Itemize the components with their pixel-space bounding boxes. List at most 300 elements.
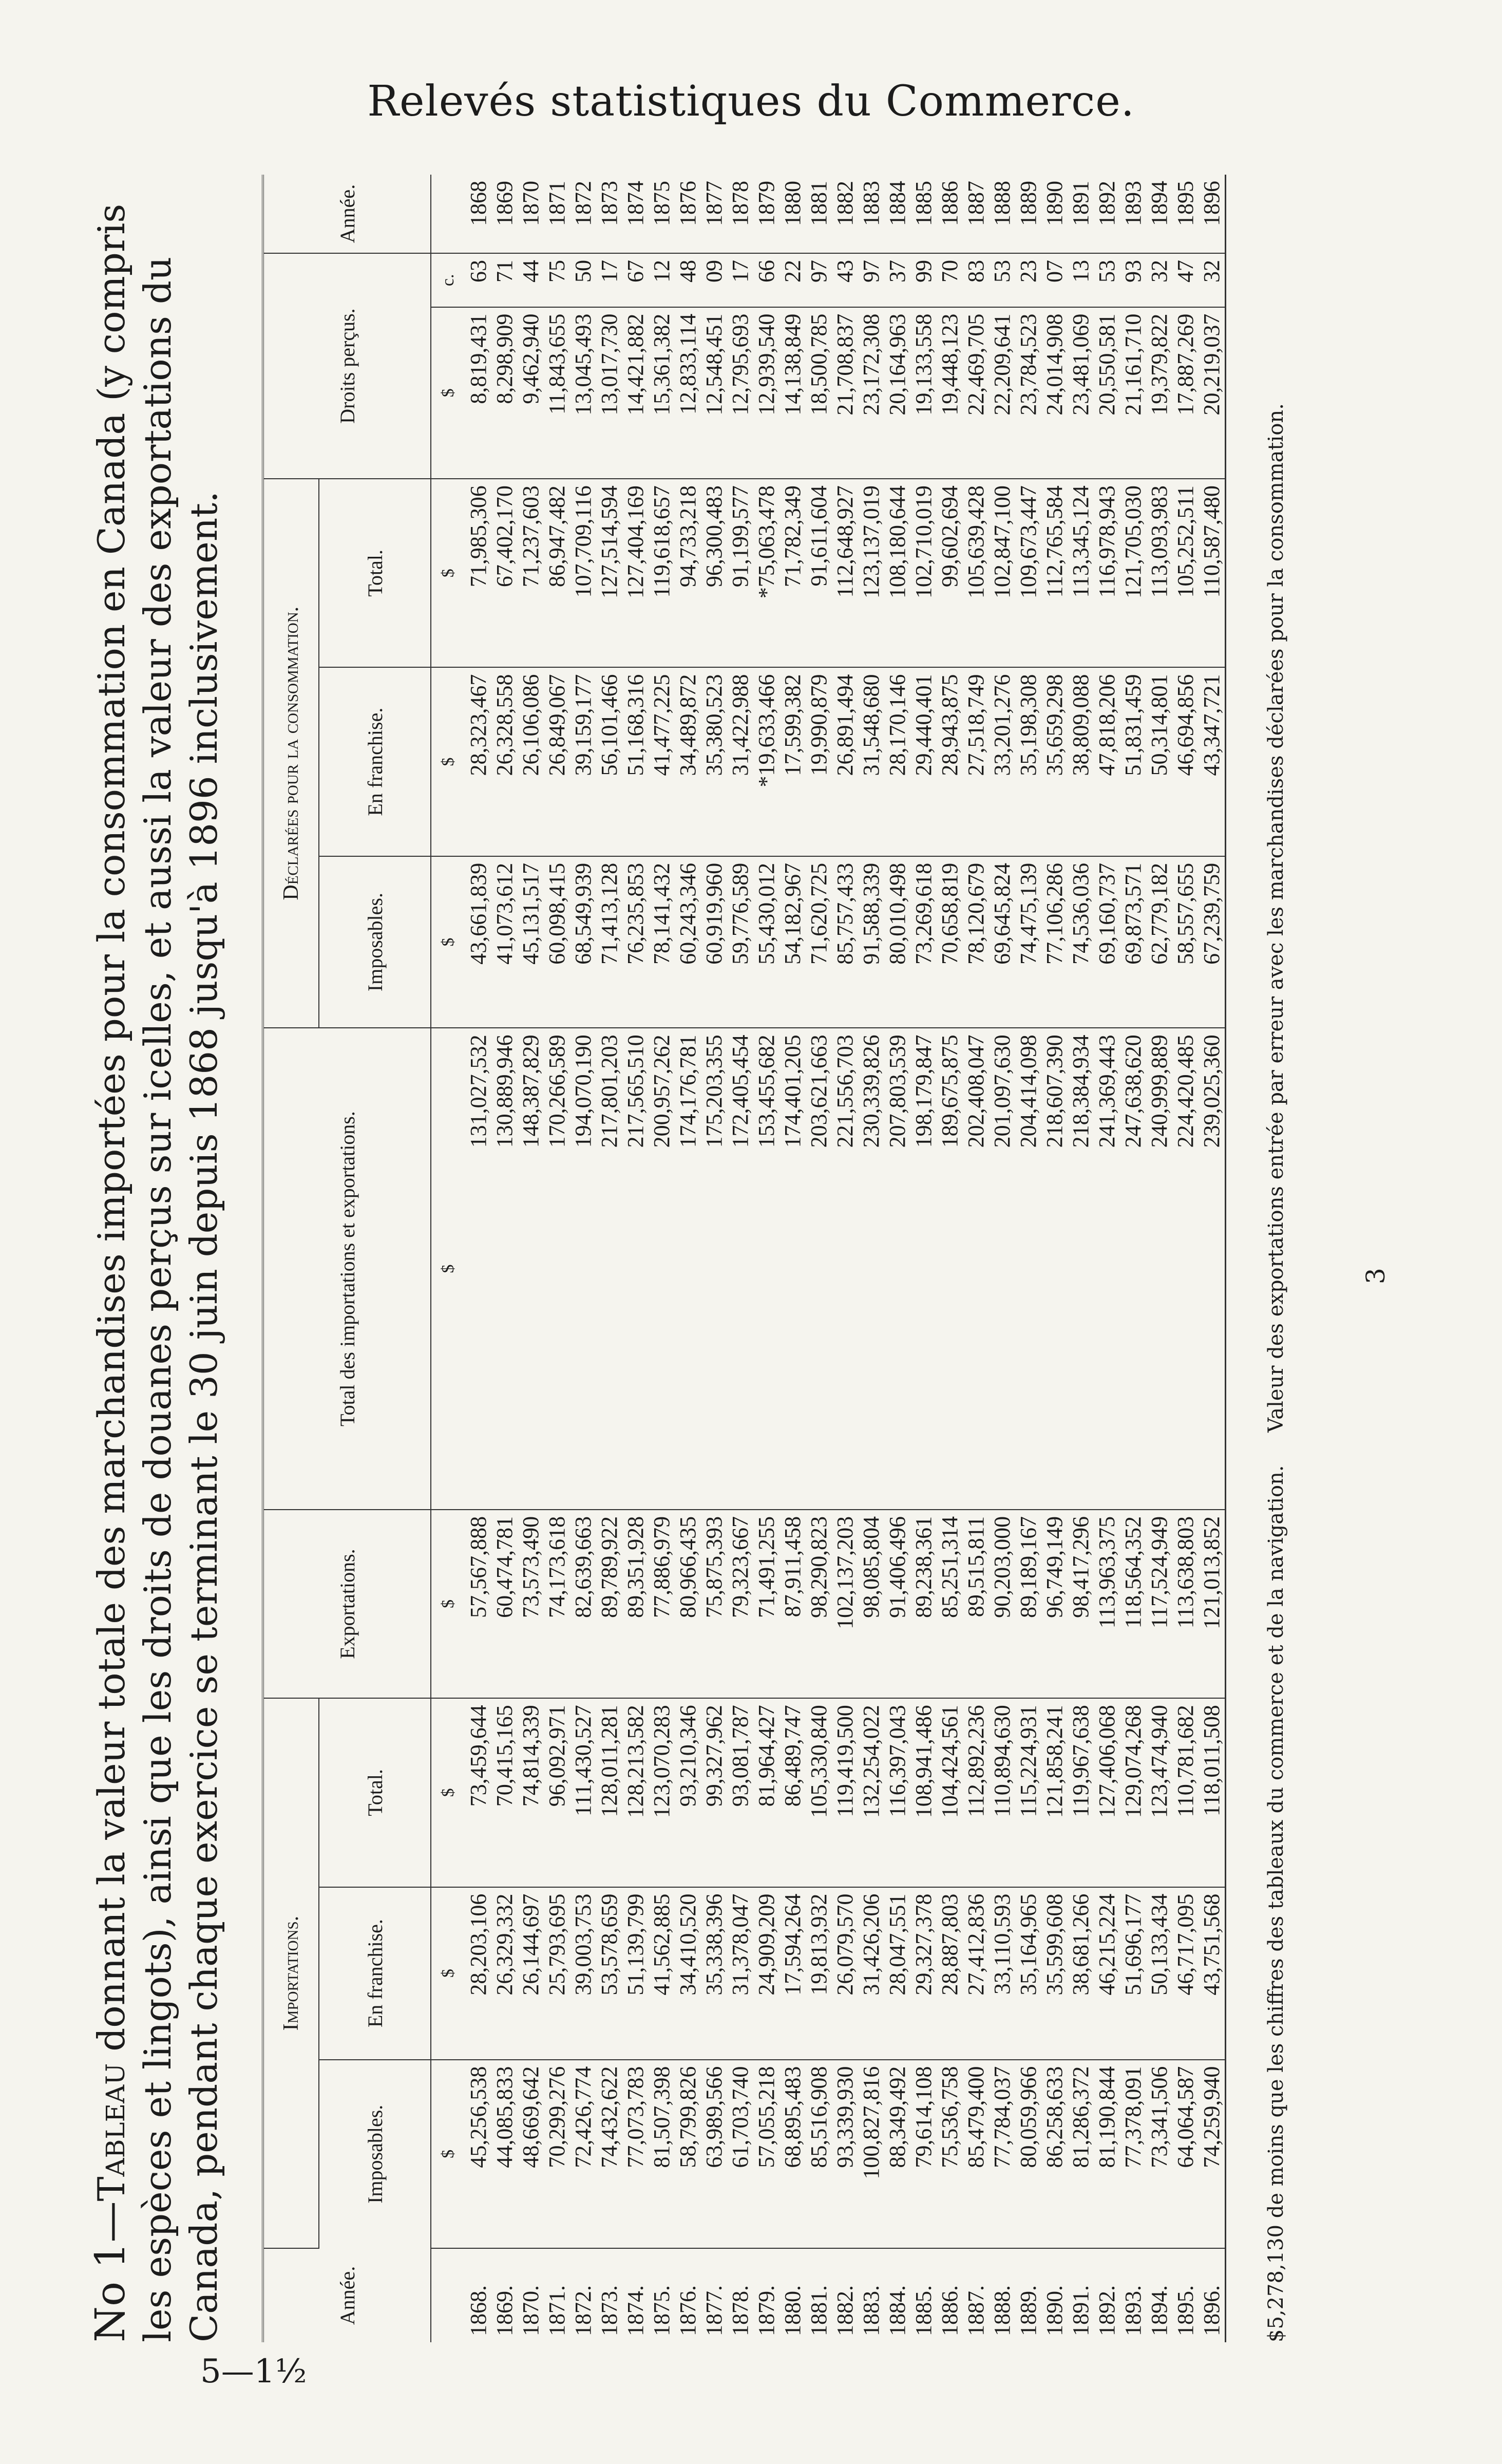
cell-ex: 79,323,667 <box>727 1510 753 1698</box>
cell-y2: 1882 <box>832 175 858 253</box>
cell-it: 111,430,527 <box>570 1698 596 1887</box>
header-total-imp-exp: Total des importations et exportations. <box>263 1028 431 1509</box>
cell-y: 1875. <box>649 2285 674 2336</box>
cell-te: 217,565,510 <box>622 1028 649 1509</box>
cell-ex: 89,351,928 <box>622 1510 649 1698</box>
cell-ex: 98,290,823 <box>806 1510 832 1698</box>
table-row <box>1199 175 1226 2342</box>
footnote-right: Valeur des exportations entrée par erreur avec les marchandises déclarées pour la consommation. <box>1264 403 1288 1433</box>
cell-y2: 1869 <box>491 175 518 253</box>
cell-y: 1885. <box>911 2285 936 2336</box>
cell-dt: 113,093,983 <box>1146 479 1172 667</box>
cell-dr: 12,548,451 <box>701 307 727 479</box>
cell-te: 221,556,703 <box>832 1028 858 1509</box>
cell-y: 1896. <box>1199 2248 1226 2342</box>
cell-it: 112,892,236 <box>963 1698 989 1887</box>
cell-df: 43,347,721 <box>1199 667 1226 856</box>
cell-te: 175,203,355 <box>701 1028 727 1509</box>
cell-df: 41,477,225 <box>649 667 675 856</box>
cell-if: 17,594,264 <box>779 1887 806 2060</box>
cell-di: 71,620,725 <box>806 856 832 1028</box>
cell-dr: 19,448,123 <box>937 307 963 479</box>
cell-ex: 71,491,255 <box>753 1510 779 1698</box>
cell-if: 43,751,568 <box>1199 1887 1226 2060</box>
cell-ex: 89,189,167 <box>1015 1510 1041 1698</box>
cell-y2: 1893 <box>1120 175 1146 253</box>
table-title <box>87 185 227 2342</box>
cell-di: 67,239,759 <box>1199 856 1226 1028</box>
cell-ex: 87,911,458 <box>779 1510 806 1698</box>
cell-dc: 37 <box>884 253 910 307</box>
cell-dr: 20,550,581 <box>1094 307 1120 479</box>
cell-y2: 1888 <box>989 175 1015 253</box>
cell-dc: 83 <box>963 253 989 307</box>
cell-y2: 1868 <box>465 175 491 253</box>
cell-di: 80,010,498 <box>884 856 910 1028</box>
cell-ii: 77,378,091 <box>1120 2060 1146 2248</box>
cell-y2: 1870 <box>518 175 544 253</box>
cell-if: 25,793,695 <box>544 1887 570 2060</box>
unit-dollar: $ <box>431 479 465 667</box>
cell-if: 53,578,659 <box>596 1887 622 2060</box>
cell-ex: 77,886,979 <box>649 1510 675 1698</box>
cell-it: 104,424,561 <box>937 1698 963 1887</box>
cell-y2: 1891 <box>1068 175 1094 253</box>
cell-dc: 99 <box>910 253 937 307</box>
cell-df: 26,849,067 <box>544 667 570 856</box>
cell-df: 31,548,680 <box>858 667 884 856</box>
cell-dr: 18,500,785 <box>806 307 832 479</box>
cell-dt: *75,063,478 <box>753 479 779 667</box>
cell-ii: 75,536,758 <box>937 2060 963 2248</box>
cell-ii: 74,259,940 <box>1199 2060 1226 2248</box>
unit-dollar: $ <box>431 307 465 479</box>
cell-di: 85,757,433 <box>832 856 858 1028</box>
table-row <box>1120 175 1146 2342</box>
cell-it: 81,964,427 <box>753 1698 779 1887</box>
cell-dt: 105,639,428 <box>963 479 989 667</box>
table-row <box>806 175 832 2342</box>
cell-ii: 88,349,492 <box>884 2060 910 2248</box>
cell-ii: 57,055,218 <box>753 2060 779 2248</box>
cell-dr: 12,939,540 <box>753 307 779 479</box>
cell-te: 198,179,847 <box>910 1028 937 1509</box>
cell-dr: 17,887,269 <box>1172 307 1199 479</box>
cell-dc: 13 <box>1068 253 1094 307</box>
cell-dt: 119,618,657 <box>649 479 675 667</box>
cell-dc: 23 <box>1015 253 1041 307</box>
unit-dollar: $ <box>431 1028 465 1509</box>
table-row <box>649 175 675 2342</box>
cell-y2: 1895 <box>1172 175 1199 253</box>
cell-ex: 118,564,352 <box>1120 1510 1146 1698</box>
cell-dc: 32 <box>1146 253 1172 307</box>
cell-ii: 58,799,826 <box>675 2060 701 2248</box>
cell-if: 33,110,593 <box>989 1887 1015 2060</box>
header-dec-franchise: En franchise. <box>319 667 431 856</box>
cell-dt: 116,978,943 <box>1094 479 1120 667</box>
cell-dc: 93 <box>1120 253 1146 307</box>
cell-dt: 71,782,349 <box>779 479 806 667</box>
cell-ex: 80,966,435 <box>675 1510 701 1698</box>
cell-if: 26,079,570 <box>832 1887 858 2060</box>
cell-ii: 77,073,783 <box>622 2060 649 2248</box>
cell-ii: 85,516,908 <box>806 2060 832 2248</box>
rotated-table-page <box>77 154 1402 2363</box>
cell-dt: 107,709,116 <box>570 479 596 667</box>
cell-y: 1869. <box>492 2285 517 2336</box>
cell-y: 1884. <box>885 2285 910 2336</box>
cell-y: 1887. <box>963 2285 988 2336</box>
cell-te: 218,384,934 <box>1068 1028 1094 1509</box>
cell-it: 121,858,241 <box>1041 1698 1068 1887</box>
cell-df: 35,380,523 <box>701 667 727 856</box>
cell-dt: 102,710,019 <box>910 479 937 667</box>
cell-dc: 48 <box>675 253 701 307</box>
cell-dr: 20,219,037 <box>1199 307 1226 479</box>
table-title-lead: Tableau <box>90 2063 133 2202</box>
cell-df: 31,422,988 <box>727 667 753 856</box>
cell-te: 194,070,190 <box>570 1028 596 1509</box>
header-imp-imposables: Imposables. <box>319 2060 431 2248</box>
cell-y: 1877. <box>701 2285 727 2336</box>
cell-y: 1876. <box>675 2285 700 2336</box>
cell-it: 118,011,508 <box>1199 1698 1226 1887</box>
table-row <box>491 175 518 2342</box>
cell-it: 93,210,346 <box>675 1698 701 1887</box>
cell-df: 27,518,749 <box>963 667 989 856</box>
header-droits: Droits perçus. <box>263 253 431 479</box>
cell-dr: 23,481,069 <box>1068 307 1094 479</box>
cell-it: 74,814,339 <box>518 1698 544 1887</box>
cell-dr: 20,164,963 <box>884 307 910 479</box>
cell-dr: 11,843,655 <box>544 307 570 479</box>
cell-ex: 73,573,490 <box>518 1510 544 1698</box>
cell-dr: 12,833,114 <box>675 307 701 479</box>
cell-te: 174,401,205 <box>779 1028 806 1509</box>
cell-te: 153,455,682 <box>753 1028 779 1509</box>
cell-ex: 57,567,888 <box>465 1510 491 1698</box>
table-row <box>622 175 649 2342</box>
cell-if: 31,426,206 <box>858 1887 884 2060</box>
cell-dt: 86,947,482 <box>544 479 570 667</box>
table-row <box>963 175 989 2342</box>
cell-y: 1870. <box>518 2285 543 2336</box>
table-title-text: donnant la valeur totale des marchandises importées pour la consommation en Canada (y compris les espèces et lingots), ainsi que les droits de douanes perçus sur icelles, et aussi la valeur des exportations du Canada, pendant chaque exercice se terminant le 30 juin depuis 1868 jusqu'à 1896 inclusivement. <box>90 203 225 2342</box>
table-row <box>832 175 858 2342</box>
cell-y: 1890. <box>1042 2285 1067 2336</box>
table-row <box>727 175 753 2342</box>
cell-di: 60,243,346 <box>675 856 701 1028</box>
cell-df: 28,323,467 <box>465 667 491 856</box>
page-header: Relevés statistiques du Commerce. <box>367 77 1135 126</box>
cell-dc: 75 <box>544 253 570 307</box>
cell-df: 51,831,459 <box>1120 667 1146 856</box>
cell-dr: 21,161,710 <box>1120 307 1146 479</box>
cell-y: 1881. <box>806 2285 831 2336</box>
cell-ex: 91,406,496 <box>884 1510 910 1698</box>
cell-ii: 77,784,037 <box>989 2060 1015 2248</box>
table-row <box>701 175 727 2342</box>
table-row <box>884 175 910 2342</box>
cell-y2: 1884 <box>884 175 910 253</box>
cell-df: 39,159,177 <box>570 667 596 856</box>
cell-it: 93,081,787 <box>727 1698 753 1887</box>
cell-dr: 14,421,882 <box>622 307 649 479</box>
cell-if: 51,696,177 <box>1120 1887 1146 2060</box>
cell-te: 148,387,829 <box>518 1028 544 1509</box>
unit-dollar: $ <box>431 1887 465 2060</box>
table-row <box>544 175 570 2342</box>
cell-if: 35,338,396 <box>701 1887 727 2060</box>
cell-dc: 12 <box>649 253 675 307</box>
cell-df: 26,891,494 <box>832 667 858 856</box>
cell-te: 170,266,589 <box>544 1028 570 1509</box>
cell-if: 28,887,803 <box>937 1887 963 2060</box>
cell-it: 110,894,630 <box>989 1698 1015 1887</box>
table-number: No 1— <box>86 2201 134 2342</box>
cell-di: 74,536,036 <box>1068 856 1094 1028</box>
cell-di: 59,776,589 <box>727 856 753 1028</box>
cell-dt: 67,402,170 <box>491 479 518 667</box>
cell-it: 73,459,644 <box>465 1698 491 1887</box>
cell-ex: 60,474,781 <box>491 1510 518 1698</box>
cell-dt: 112,648,927 <box>832 479 858 667</box>
cell-df: 26,106,086 <box>518 667 544 856</box>
cell-y: 1871. <box>544 2285 569 2336</box>
cell-dr: 9,462,940 <box>518 307 544 479</box>
cell-di: 76,235,853 <box>622 856 649 1028</box>
footnote-left: $5,278,130 de moins que les chiffres des tableaux du commerce et de la navigation. <box>1264 1465 1288 2342</box>
table-row <box>858 175 884 2342</box>
table-row <box>1172 175 1199 2342</box>
unit-dollar: $ <box>431 2060 465 2248</box>
cell-ii: 61,703,740 <box>727 2060 753 2248</box>
cell-ex: 82,639,663 <box>570 1510 596 1698</box>
cell-dc: 47 <box>1172 253 1199 307</box>
cell-ex: 85,251,314 <box>937 1510 963 1698</box>
cell-it: 86,489,747 <box>779 1698 806 1887</box>
cell-if: 31,378,047 <box>727 1887 753 2060</box>
cell-if: 35,164,965 <box>1015 1887 1041 2060</box>
unit-cents: c. <box>431 253 465 307</box>
cell-ii: 64,064,587 <box>1172 2060 1199 2248</box>
table-row <box>989 175 1015 2342</box>
cell-dt: 91,611,604 <box>806 479 832 667</box>
cell-y2: 1879 <box>753 175 779 253</box>
cell-if: 27,412,836 <box>963 1887 989 2060</box>
cell-dt: 121,705,030 <box>1120 479 1146 667</box>
cell-it: 70,415,165 <box>491 1698 518 1887</box>
cell-y2: 1880 <box>779 175 806 253</box>
cell-dc: 22 <box>779 253 806 307</box>
cell-y: 1894. <box>1147 2285 1172 2336</box>
cell-dt: 109,673,447 <box>1015 479 1041 667</box>
statistics-table <box>262 175 1226 2342</box>
signature-mark: 5—1½ <box>200 2353 307 2391</box>
cell-df: 17,599,382 <box>779 667 806 856</box>
cell-dr: 24,014,908 <box>1041 307 1068 479</box>
cell-di: 58,557,655 <box>1172 856 1199 1028</box>
cell-di: 43,661,839 <box>465 856 491 1028</box>
cell-if: 19,813,932 <box>806 1887 832 2060</box>
cell-it: 96,092,971 <box>544 1698 570 1887</box>
cell-y2: 1874 <box>622 175 649 253</box>
cell-it: 116,397,043 <box>884 1698 910 1887</box>
cell-it: 110,781,682 <box>1172 1698 1199 1887</box>
cell-di: 62,779,182 <box>1146 856 1172 1028</box>
cell-dr: 19,379,822 <box>1146 307 1172 479</box>
cell-dr: 8,298,909 <box>491 307 518 479</box>
cell-te: 130,889,946 <box>491 1028 518 1509</box>
cell-di: 71,413,128 <box>596 856 622 1028</box>
header-declarees: Déclarées pour la consommation. <box>263 479 319 1028</box>
cell-y2: 1892 <box>1094 175 1120 253</box>
cell-ex: 117,524,949 <box>1146 1510 1172 1698</box>
cell-dt: 94,733,218 <box>675 479 701 667</box>
cell-te: 204,414,098 <box>1015 1028 1041 1509</box>
cell-di: 60,919,960 <box>701 856 727 1028</box>
cell-ii: 68,895,483 <box>779 2060 806 2248</box>
cell-dt: 105,252,511 <box>1172 479 1199 667</box>
cell-if: 35,599,608 <box>1041 1887 1068 2060</box>
cell-di: 74,475,139 <box>1015 856 1041 1028</box>
cell-y2: 1883 <box>858 175 884 253</box>
cell-ii: 48,669,642 <box>518 2060 544 2248</box>
cell-df: 51,168,316 <box>622 667 649 856</box>
cell-dr: 13,045,493 <box>570 307 596 479</box>
cell-it: 99,327,962 <box>701 1698 727 1887</box>
cell-te: 218,607,390 <box>1041 1028 1068 1509</box>
cell-te: 189,675,875 <box>937 1028 963 1509</box>
table-row <box>779 175 806 2342</box>
cell-it: 128,213,582 <box>622 1698 649 1887</box>
cell-y: 1889. <box>1016 2285 1041 2336</box>
cell-dt: 91,199,577 <box>727 479 753 667</box>
cell-if: 26,144,697 <box>518 1887 544 2060</box>
cell-ex: 98,085,804 <box>858 1510 884 1698</box>
cell-it: 132,254,022 <box>858 1698 884 1887</box>
table-body <box>465 175 1226 2342</box>
cell-ii: 70,299,276 <box>544 2060 570 2248</box>
cell-df: 33,201,276 <box>989 667 1015 856</box>
cell-ii: 93,339,930 <box>832 2060 858 2248</box>
cell-df: 26,328,558 <box>491 667 518 856</box>
cell-ii: 63,989,566 <box>701 2060 727 2248</box>
cell-df: 29,440,401 <box>910 667 937 856</box>
cell-y: 1893. <box>1120 2285 1146 2336</box>
cell-te: 241,369,443 <box>1094 1028 1120 1509</box>
cell-if: 50,133,434 <box>1146 1887 1172 2060</box>
table-row <box>1041 175 1068 2342</box>
cell-ii: 85,479,400 <box>963 2060 989 2248</box>
cell-dt: 113,345,124 <box>1068 479 1094 667</box>
cell-ii: 79,614,108 <box>910 2060 937 2248</box>
table-row <box>1015 175 1041 2342</box>
cell-y: 1872. <box>571 2285 596 2336</box>
cell-te: 207,803,539 <box>884 1028 910 1509</box>
cell-di: 69,160,737 <box>1094 856 1120 1028</box>
cell-di: 91,588,339 <box>858 856 884 1028</box>
table-row <box>937 175 963 2342</box>
cell-dc: 66 <box>753 253 779 307</box>
cell-te: 217,801,203 <box>596 1028 622 1509</box>
cell-y: 1886. <box>937 2285 962 2336</box>
cell-it: 128,011,281 <box>596 1698 622 1887</box>
cell-if: 39,003,753 <box>570 1887 596 2060</box>
cell-ex: 102,137,203 <box>832 1510 858 1698</box>
cell-dc: 17 <box>596 253 622 307</box>
cell-it: 108,941,486 <box>910 1698 937 1887</box>
cell-it: 119,967,638 <box>1068 1698 1094 1887</box>
unit-dollar: $ <box>431 1698 465 1887</box>
unit-dollar: $ <box>431 856 465 1028</box>
cell-dc: 97 <box>806 253 832 307</box>
cell-te: 203,621,663 <box>806 1028 832 1509</box>
cell-df: 56,101,466 <box>596 667 622 856</box>
cell-y: 1895. <box>1173 2285 1198 2336</box>
cell-df: 38,809,088 <box>1068 667 1094 856</box>
cell-if: 26,329,332 <box>491 1887 518 2060</box>
cell-ex: 89,789,922 <box>596 1510 622 1698</box>
cell-te: 200,957,262 <box>649 1028 675 1509</box>
cell-dt: 127,514,594 <box>596 479 622 667</box>
cell-dc: 44 <box>518 253 544 307</box>
header-dec-total: Total. <box>319 479 431 667</box>
header-dec-imposables: Imposables. <box>319 856 431 1028</box>
cell-dr: 14,138,849 <box>779 307 806 479</box>
cell-y: 1888. <box>990 2285 1015 2336</box>
cell-dr: 12,795,693 <box>727 307 753 479</box>
cell-dc: 17 <box>727 253 753 307</box>
table-row <box>910 175 937 2342</box>
cell-y2: 1875 <box>649 175 675 253</box>
cell-ex: 75,875,393 <box>701 1510 727 1698</box>
cell-df: 35,198,308 <box>1015 667 1041 856</box>
cell-y: 1883. <box>859 2285 884 2336</box>
cell-if: 28,203,106 <box>465 1887 491 2060</box>
cell-dr: 8,819,431 <box>465 307 491 479</box>
cell-dr: 22,209,641 <box>989 307 1015 479</box>
cell-ii: 73,341,506 <box>1146 2060 1172 2248</box>
cell-ex: 90,203,000 <box>989 1510 1015 1698</box>
cell-dc: 09 <box>701 253 727 307</box>
cell-te: 172,405,454 <box>727 1028 753 1509</box>
table-row <box>1094 175 1120 2342</box>
cell-di: 54,182,967 <box>779 856 806 1028</box>
cell-te: 230,339,826 <box>858 1028 884 1509</box>
table-row <box>1068 175 1094 2342</box>
footnote <box>1263 185 1289 2342</box>
table-row <box>1146 175 1172 2342</box>
cell-dc: 32 <box>1199 253 1226 307</box>
page-number: 3 <box>1361 1268 1391 1284</box>
cell-df: 46,694,856 <box>1172 667 1199 856</box>
cell-dt: 71,237,603 <box>518 479 544 667</box>
cell-it: 119,419,500 <box>832 1698 858 1887</box>
cell-dc: 53 <box>1094 253 1120 307</box>
cell-di: 73,269,618 <box>910 856 937 1028</box>
cell-dc: 70 <box>937 253 963 307</box>
cell-df: 47,818,206 <box>1094 667 1120 856</box>
cell-y: 1880. <box>780 2285 805 2336</box>
cell-di: 78,141,432 <box>649 856 675 1028</box>
cell-dr: 22,469,705 <box>963 307 989 479</box>
cell-it: 105,330,840 <box>806 1698 832 1887</box>
cell-df: 28,943,875 <box>937 667 963 856</box>
cell-te: 201,097,630 <box>989 1028 1015 1509</box>
cell-te: 174,176,781 <box>675 1028 701 1509</box>
